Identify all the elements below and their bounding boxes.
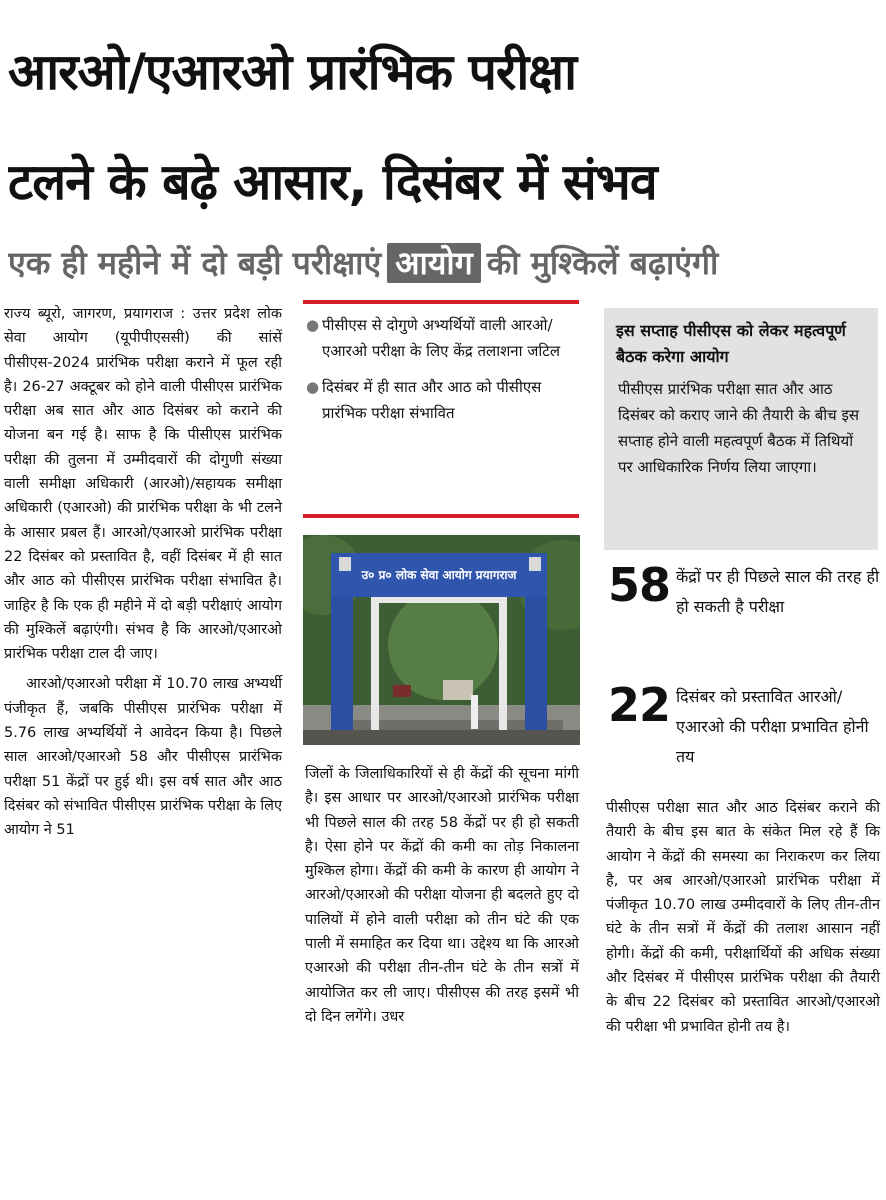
bullet-item <box>306 374 576 426</box>
article-column-1 <box>4 302 282 843</box>
commission-gate-photo <box>303 535 580 745</box>
bullet-text: दिसंबर में ही सात और आठ को पीसीएस प्रारंभिक परीक्षा संभावित <box>322 378 542 422</box>
subheadline-badge: आयोग <box>387 243 481 283</box>
bullets-top-divider <box>303 300 579 304</box>
sidebar-box <box>604 308 878 550</box>
stat-block <box>608 560 880 622</box>
article-column-2 <box>305 762 579 1029</box>
bullet-highlights <box>306 312 576 436</box>
bullet-text: पीसीएस से दोगुणे अभ्यर्थियों वाली आरओ/एआरओ परीक्षा के लिए केंद्र तलाशना जटिल <box>322 316 561 360</box>
subheadline-after: की मुश्किलें बढ़ाएंगी <box>486 244 719 282</box>
headline-line-1: आरओ/एआरओ प्रारंभिक परीक्षा <box>8 43 577 101</box>
gate-sign-text: उ० प्र० लोक सेवा आयोग प्रयागराज <box>361 568 517 582</box>
bullet-dot-icon: ● <box>306 378 320 396</box>
subheadline <box>8 238 878 288</box>
stat-block <box>608 680 880 772</box>
column1-paragraph-2: आरओ/एआरओ परीक्षा में 10.70 लाख अभ्यर्थी पंजीकृत हैं, जबकि पीसीएस प्रारंभिक परीक्षा में 5.76 लाख अभ्यर्थियों ने आवेदन किया है। पिछले साल आरओ/एआरओ 58 और पीसीएस प्रारंभिक परीक्षा 51 केंद्रों पर हुई थी। इस वर्ष सात और आठ दिसंबर को संभावित पीसीएस प्रारंभिक परीक्षा के लिए आयोग ने 51 <box>4 676 282 839</box>
headline-line-2: टलने के बढ़े आसार, दिसंबर में संभव <box>8 153 657 211</box>
bullet-dot-icon: ● <box>306 316 320 334</box>
bullet-item <box>306 312 576 364</box>
column3-paragraph-1: पीसीएस परीक्षा सात और आठ दिसंबर कराने की तैयारी के बीच इस बात के संकेत मिल रहे हैं कि आयोग ने केंद्रों की समस्या का निराकरण कर लिया है, पर अब आरओ/एआरओ प्रारंभिक परीक्षा में पंजीकृत 10.70 लाख उम्मीदवारों के लिए तीन-तीन घंटे के तीन सत्रों में केंद्रों की तलाश आसान नहीं होगी। केंद्रों की कमी, परीक्षार्थियों की अधिक संख्या और दिसंबर में पीसीएस प्रारंभिक परीक्षा की तैयारी के बीच 22 दिसंबर को प्रस्तावित आरओ/एआरओ की परीक्षा भी प्रभावित होनी तय है। <box>606 800 880 1035</box>
column1-paragraph-1: राज्य ब्यूरो, जागरण, प्रयागराज : उत्तर प्रदेश लोक सेवा आयोग (यूपीपीएससी) की सांसें पीसीएस-2024 प्रारंभिक परीक्षा कराने में फूल रही है। 26-27 अक्टूबर को होने वाली पीसीएस प्रारंभिक परीक्षा अब सात और आठ दिसंबर को कराने की योजना बन गई है। साफ है कि पीसीएस प्रारंभिक परीक्षा की तुलना में उम्मीदवारों की दोगुणी संख्या वाली समीक्षा अधिकारी (आरओ)/सहायक समीक्षा अधिकारी (एआरओ) की प्रारंभिक परीक्षा के भी टलने के आसार प्रबल हैं। आरओ/एआरओ प्रारंभिक परीक्षा 22 दिसंबर को प्रस्तावित है, वहीं दिसंबर में ही सात और आठ को पीसीएस प्रारंभिक परीक्षा संभावित है। जाहिर है कि एक ही महीने में दो बड़ी परीक्षाएं आयोग की मुश्किलें बढ़ाएंगी। संभव है कि आरओ/एआरओ प्रारंभिक परीक्षा टाल दी जाए। <box>4 306 282 663</box>
stat-number: 58 <box>608 558 671 612</box>
stat-text: केंद्रों पर ही पिछले साल की तरह ही हो सकती है परीक्षा <box>676 567 880 616</box>
sidebar-title: इस सप्ताह पीसीएस को लेकर महत्वपूर्ण बैठक करेगा आयोग <box>616 321 846 366</box>
stat-number: 22 <box>608 678 671 732</box>
sidebar-body: पीसीएस प्रारंभिक परीक्षा सात और आठ दिसंबर को कराए जाने की तैयारी के बीच इस सप्ताह होने वाली महत्वपूर्ण बैठक में तिथियों पर आधिकारिक निर्णय लिया जाएगा। <box>618 380 859 476</box>
column2-paragraph-1: जिलों के जिलाधिकारियों से ही केंद्रों की सूचना मांगी है। इस आधार पर आरओ/एआरओ प्रारंभिक परीक्षा भी पिछले साल की तरह 58 केंद्रों पर ही हो सकती है। ऐसा होने पर केंद्रों की कमी का तोड़ निकालना मुश्किल होगा। केंद्रों की कमी के कारण ही आयोग ने आरओ/एआरओ की परीक्षा योजना ही बदलते हुए दो पालियों में होने वाली परीक्षा को तीन घंटे की एक पाली में समाहित कर दिया था। उद्देश्य था कि आरओ एआरओ की परीक्षा तीन-तीन घंटे के तीन सत्रों में आयोजित कर ली जाए। पीसीएस की तरह इसमें भी दो दिन लगेंगे। उधर <box>305 766 579 1025</box>
article-column-3 <box>606 796 880 1039</box>
subheadline-before: एक ही महीने में दो बड़ी परीक्षाएं <box>8 244 382 282</box>
gate-photo-illustration <box>303 535 580 745</box>
bullets-bottom-divider <box>303 514 579 518</box>
stat-text: दिसंबर को प्रस्तावित आरओ/एआरओ की परीक्षा प्रभावित होनी तय <box>676 687 869 766</box>
